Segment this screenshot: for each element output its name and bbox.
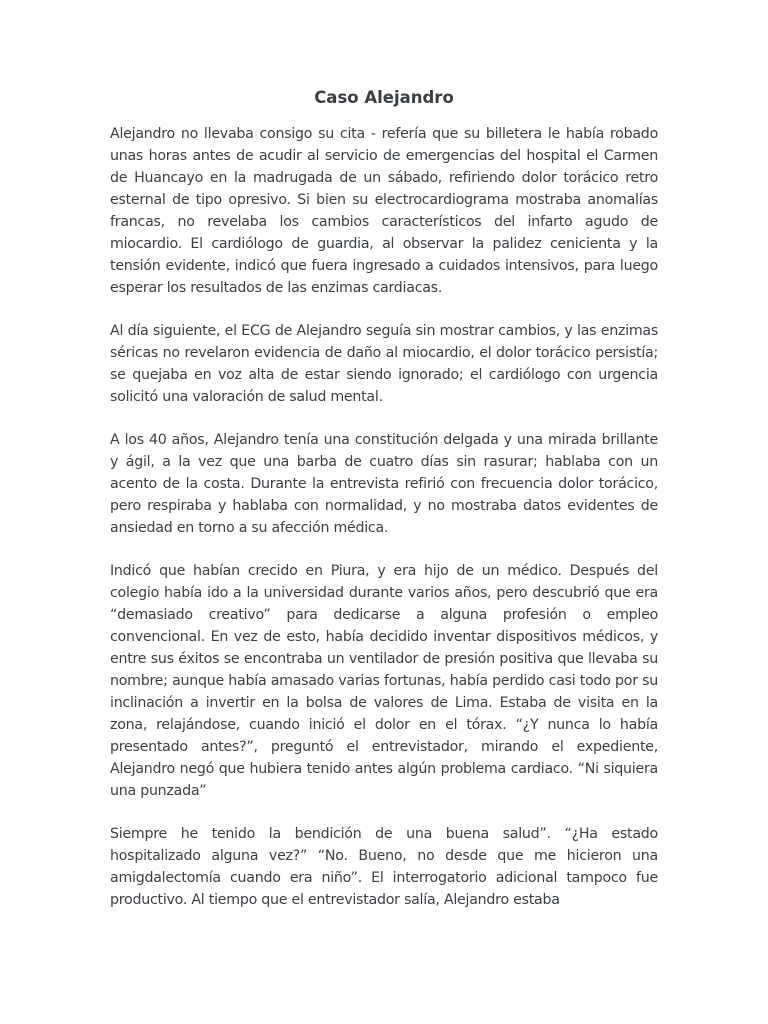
paragraph-1: Alejandro no llevaba consigo su cita - refería que su billetera le había robado unas horas antes de acudir al servicio de emergencias del hospital el Carmen de Huancayo en la madrugada de un sábado, refiriendo dolor torácico retro esternal de tipo opresivo. Si bien su electrocardiograma mostraba anomalías francas, no revelaba los cambios característicos del infarto agudo de miocardio. El cardiólogo de guardia, al observar la palidez cenicienta y la tensión evidente, indicó que fuera ingresado a cuidados intensivos, para luego esperar los resultados de las enzimas cardiacas. [110, 126, 658, 296]
paragraph-5: Siempre he tenido la bendición de una buena salud”. “¿Ha estado hospitalizado alguna vez?” “No. Bueno, no desde que me hicieron una amigdalectomía cuando era niño”. El interrogatorio adicional tampoco fue productivo. Al tiempo que el entrevistador salía, Alejandro estaba [110, 826, 658, 908]
paragraph-2: Al día siguiente, el ECG de Alejandro seguía sin mostrar cambios, y las enzimas séricas no revelaron evidencia de daño al miocardio, el dolor torácico persistía; se quejaba en voz alta de estar siendo ignorado; el cardiólogo con urgencia solicitó una valoración de salud mental. [110, 323, 658, 405]
paragraph-4: Indicó que habían crecido en Piura, y era hijo de un médico. Después del colegio había ido a la universidad durante varios años, pero descubrió que era “demasiado creativo” para dedicarse a alguna profesión o empleo convencional. En vez de esto, había decidido inventar dispositivos médicos, y entre sus éxitos se encontraba un ventilador de presión positiva que llevaba su nombre; aunque había amasado varias fortunas, había perdido casi todo por su inclinación a invertir en la bolsa de valores de Lima. Estaba de visita en la zona, relajándose, cuando inició el dolor en el tórax. “¿Y nunca lo había presentado antes?”, preguntó el entrevistador, mirando el expediente, Alejandro negó que hubiera tenido antes algún problema cardiaco. “Ni siquiera una punzada” [110, 563, 658, 799]
document-title: Caso Alejandro [314, 88, 454, 107]
paragraph-3: A los 40 años, Alejandro tenía una constitución delgada y una mirada brillante y ágil, a la vez que una barba de cuatro días sin rasurar; hablaba con un acento de la costa. Durante la entrevista refirió con frecuencia dolor torácico, pero respiraba y hablaba con normalidad, y no mostraba datos evidentes de ansiedad en torno a su afección médica. [110, 432, 658, 536]
document-page [110, 88, 658, 932]
